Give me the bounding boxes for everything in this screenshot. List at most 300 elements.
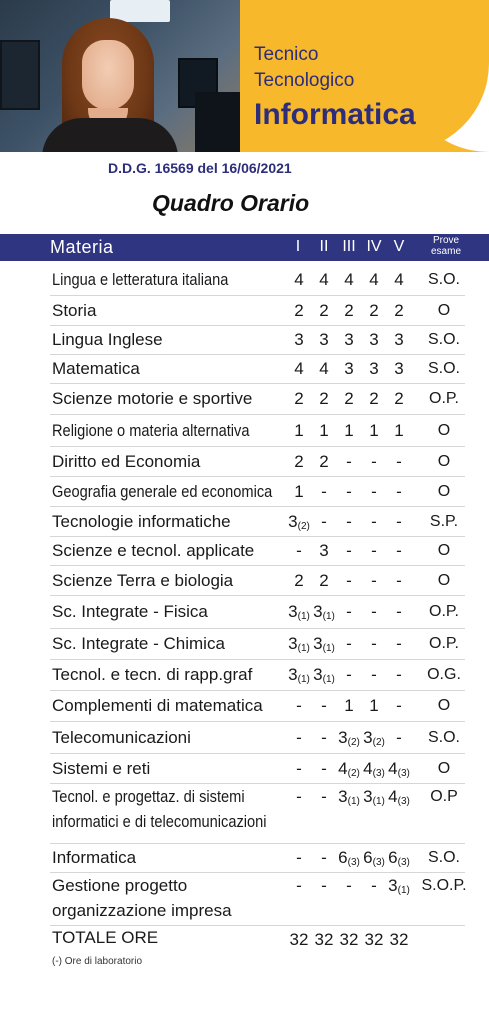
hours-year-5 <box>386 330 412 350</box>
hours-year-2 <box>311 728 337 748</box>
exam-type: O.P. <box>429 635 459 652</box>
lab-hours: (1) <box>297 674 310 685</box>
lab-hours: (1) <box>322 611 335 622</box>
hours-value: - <box>396 665 402 684</box>
table-row <box>50 385 465 415</box>
hours-value: 2 <box>319 301 329 320</box>
hours-year-5 <box>386 665 412 685</box>
hours-value: - <box>296 758 302 778</box>
hours-value: 3 <box>313 602 323 621</box>
hours-value: - <box>321 727 327 747</box>
hours-value: - <box>396 727 402 747</box>
lab-hours: (1) <box>397 885 410 896</box>
hours-year-4 <box>361 848 387 868</box>
hours-value: 2 <box>294 389 304 408</box>
hours-value: - <box>396 451 402 471</box>
totale-label: TOTALE ORE <box>52 928 159 947</box>
lab-hours: (3) <box>372 857 385 868</box>
exam-type: O <box>437 542 451 559</box>
hours-year-3 <box>336 787 362 807</box>
hours-year-2 <box>311 759 337 779</box>
hours-year-1 <box>286 541 312 561</box>
lab-hours: (1) <box>322 643 335 654</box>
hours-value: 2 <box>319 389 329 408</box>
hours-year-4 <box>361 512 387 532</box>
hours-year-2 <box>311 452 337 472</box>
hours-year-3 <box>336 759 362 779</box>
hours-year-1 <box>286 759 312 779</box>
hours-year-4 <box>361 452 387 472</box>
subject-name: Complementi di matematica <box>52 696 263 715</box>
hours-value: - <box>371 634 377 653</box>
hours-year-5 <box>386 541 412 561</box>
hours-value: - <box>371 570 377 590</box>
lab-hours: (3) <box>397 796 410 807</box>
footnote: (-) Ore di laboratorio <box>52 956 143 967</box>
hours-value: 3 <box>294 330 304 349</box>
hours-year-2 <box>311 482 337 502</box>
hours-value: 2 <box>344 301 354 320</box>
hours-value: - <box>396 634 402 653</box>
subject-name: Scienze motorie e sportive <box>52 389 253 408</box>
hours-value: - <box>346 665 352 684</box>
table-row <box>50 416 465 447</box>
table-row <box>50 567 465 596</box>
hours-value: 2 <box>294 451 304 471</box>
hours-year-5 <box>386 876 412 896</box>
totale-year-2: 32 <box>314 930 334 949</box>
hours-year-3 <box>336 482 362 502</box>
hours-value: - <box>296 787 302 806</box>
hours-year-5 <box>386 270 412 290</box>
hours-value: 1 <box>369 696 379 715</box>
hours-value: 4 <box>394 270 404 289</box>
hours-value: 3 <box>344 330 354 349</box>
hours-year-5 <box>386 359 412 379</box>
header <box>0 0 489 152</box>
hours-value: - <box>296 727 302 747</box>
hours-value: 2 <box>294 301 304 320</box>
hours-year-4 <box>361 728 387 748</box>
hours-year-1 <box>286 787 312 807</box>
hours-value: - <box>296 541 302 560</box>
hours-value: 3 <box>388 876 398 895</box>
hours-year-1 <box>286 330 312 350</box>
hours-year-2 <box>311 301 337 321</box>
hours-value: 1 <box>294 481 304 501</box>
hours-year-1 <box>286 452 312 472</box>
hours-value: 6 <box>388 848 398 867</box>
subject-name: Sistemi e reti <box>52 758 151 778</box>
subject-name: Sc. Integrate - Fisica <box>52 602 208 621</box>
table-row <box>50 692 465 722</box>
hours-year-4 <box>361 389 387 409</box>
hours-value: - <box>371 541 377 560</box>
hours-year-4 <box>361 541 387 561</box>
lab-hours: (1) <box>347 796 360 807</box>
hours-year-3 <box>336 696 362 716</box>
subject-name: Tecnologie informatiche <box>52 511 231 531</box>
hours-year-5 <box>386 512 412 532</box>
table-row <box>50 508 465 537</box>
hours-value: 4 <box>363 758 373 778</box>
hours-value: 2 <box>344 389 354 408</box>
hours-value: 1 <box>344 420 354 440</box>
hours-value: - <box>346 481 352 501</box>
hours-value: 1 <box>344 696 354 715</box>
table-row <box>50 785 465 844</box>
hours-value: 1 <box>369 420 379 440</box>
hours-value: - <box>321 758 327 778</box>
hours-year-4 <box>361 301 387 321</box>
hours-value: - <box>346 541 352 560</box>
subject-name: Diritto ed Economia <box>52 451 201 471</box>
hours-year-1 <box>286 301 312 321</box>
hours-value: 2 <box>294 570 304 590</box>
hours-value: - <box>371 876 377 895</box>
exam-type: O <box>437 571 451 589</box>
column-header-year-5: V <box>393 238 405 255</box>
table-row <box>50 597 465 629</box>
hours-value: 3 <box>369 359 379 378</box>
hours-year-4 <box>361 571 387 591</box>
hours-year-2 <box>311 541 337 561</box>
column-header-prove-esame: Prove esame <box>430 235 461 257</box>
table-row <box>50 723 465 754</box>
subject-name: Storia <box>52 301 97 320</box>
subject-name: Lingua Inglese <box>52 330 163 349</box>
hours-value: 2 <box>394 389 404 408</box>
hours-value: - <box>396 696 402 715</box>
hours-year-2 <box>311 359 337 379</box>
hours-year-2 <box>311 389 337 409</box>
hours-year-3 <box>336 571 362 591</box>
hours-year-4 <box>361 270 387 290</box>
hours-value: 3 <box>319 541 329 560</box>
hours-value: 4 <box>369 270 379 289</box>
table-row <box>50 298 465 326</box>
table-row <box>50 874 465 926</box>
hours-year-1 <box>286 848 312 868</box>
hours-year-5 <box>386 389 412 409</box>
exam-type: S.O. <box>427 331 460 348</box>
hours-year-2 <box>311 512 337 532</box>
lab-hours: (3) <box>397 857 410 868</box>
hours-year-4 <box>361 602 387 622</box>
hours-value: 4 <box>344 270 354 289</box>
hours-value: 3 <box>344 359 354 378</box>
hours-value: 2 <box>369 301 379 320</box>
hours-year-1 <box>286 421 312 441</box>
hours-value: - <box>296 876 302 895</box>
subject-name: Lingua e letteratura italiana <box>52 270 229 289</box>
hours-value: 3 <box>363 787 373 806</box>
hours-year-3 <box>336 602 362 622</box>
exam-type: O <box>437 452 451 470</box>
hours-value: 4 <box>338 758 348 778</box>
exam-type: O.P. <box>429 390 459 407</box>
hours-value: - <box>371 451 377 471</box>
hours-year-5 <box>386 421 412 441</box>
table-row <box>50 448 465 477</box>
hours-value: - <box>346 570 352 590</box>
table-row <box>50 266 465 296</box>
hours-year-3 <box>336 665 362 685</box>
hours-value: - <box>396 541 402 560</box>
exam-type: O <box>437 697 451 714</box>
hours-value: 3 <box>338 727 348 747</box>
column-header-materia: Materia <box>50 237 114 257</box>
hours-year-1 <box>286 602 312 622</box>
lab-hours: (1) <box>322 674 335 685</box>
hours-value: 3 <box>313 634 323 653</box>
table-row <box>50 661 465 691</box>
hours-year-3 <box>336 330 362 350</box>
hours-year-4 <box>361 634 387 654</box>
subject-name: Sc. Integrate - Chimica <box>52 634 225 653</box>
hours-value: 4 <box>388 787 398 806</box>
hours-value: 1 <box>319 420 329 440</box>
hours-year-3 <box>336 301 362 321</box>
hours-year-5 <box>386 787 412 807</box>
hours-year-3 <box>336 541 362 561</box>
hours-value: 3 <box>288 634 298 653</box>
hours-value: 3 <box>369 330 379 349</box>
exam-type: S.P. <box>429 512 459 530</box>
hours-year-4 <box>361 330 387 350</box>
subject-name: Scienze e tecnol. applicate <box>52 541 255 560</box>
hours-value: - <box>321 848 327 867</box>
subject-name-line-2: informatici e di telecomunicazioni <box>52 812 267 831</box>
hours-value: 4 <box>388 758 398 778</box>
hours-value: - <box>296 696 302 715</box>
exam-type: O <box>437 421 451 439</box>
hours-value: 4 <box>294 270 304 289</box>
hours-year-1 <box>286 665 312 685</box>
subject-name-line-2: organizzazione impresa <box>52 901 232 920</box>
hours-year-5 <box>386 728 412 748</box>
hours-year-2 <box>311 787 337 807</box>
hours-year-2 <box>311 876 337 896</box>
column-header-year-2: II <box>319 238 329 255</box>
hours-value: 2 <box>369 389 379 408</box>
hours-value: 3 <box>288 665 298 684</box>
lab-hours: (2) <box>347 736 360 748</box>
hours-year-1 <box>286 571 312 591</box>
hours-year-4 <box>361 759 387 779</box>
hours-year-3 <box>336 634 362 654</box>
subject-name: Matematica <box>52 359 140 378</box>
totale-year-4: 32 <box>364 930 384 949</box>
hours-value: 3 <box>363 727 373 747</box>
decree-reference: D.D.G. 16569 del 16/06/2021 <box>108 160 292 176</box>
lab-hours: (3) <box>372 767 385 779</box>
hours-value: - <box>346 876 352 895</box>
lab-hours: (2) <box>297 520 310 532</box>
title-line-2: Tecnologico <box>254 70 355 91</box>
hours-value: - <box>396 602 402 621</box>
hours-year-3 <box>336 270 362 290</box>
table-row <box>50 630 465 660</box>
exam-type: O.G. <box>427 666 461 683</box>
table-row <box>50 755 465 784</box>
hours-year-2 <box>311 421 337 441</box>
hours-year-3 <box>336 512 362 532</box>
exam-type: O.P. <box>429 603 459 620</box>
lab-hours: (1) <box>297 611 310 622</box>
hours-year-1 <box>286 728 312 748</box>
hours-year-1 <box>286 512 312 532</box>
hours-year-4 <box>361 421 387 441</box>
subject-name: Telecomunicazioni <box>52 727 191 747</box>
hours-value: - <box>321 511 327 531</box>
student-photo <box>0 0 240 152</box>
lab-hours: (2) <box>372 736 385 748</box>
hours-year-5 <box>386 482 412 502</box>
hours-value: - <box>321 481 327 501</box>
hours-year-2 <box>311 270 337 290</box>
hours-year-5 <box>386 696 412 716</box>
hours-year-2 <box>311 696 337 716</box>
hours-year-4 <box>361 482 387 502</box>
hours-year-5 <box>386 602 412 622</box>
hours-value: 4 <box>319 359 329 378</box>
table-row <box>50 538 465 566</box>
exam-type: S.O. <box>427 728 460 746</box>
hours-year-3 <box>336 876 362 896</box>
hours-value: - <box>346 634 352 653</box>
lab-hours: (3) <box>397 767 410 779</box>
totale-year-5: 32 <box>389 930 409 949</box>
table-row <box>50 478 465 507</box>
hours-value: - <box>371 481 377 501</box>
hours-value: - <box>371 665 377 684</box>
exam-type: O.P <box>430 788 458 805</box>
hours-year-5 <box>386 848 412 868</box>
hours-value: 1 <box>394 420 404 440</box>
hours-year-2 <box>311 602 337 622</box>
hours-value: - <box>321 876 327 895</box>
table-row <box>50 356 465 384</box>
hours-value: - <box>396 511 402 531</box>
page-title: Quadro Orario <box>152 190 310 216</box>
table-header <box>0 234 489 261</box>
subject-name: Scienze Terra e biologia <box>52 570 234 590</box>
hours-year-1 <box>286 389 312 409</box>
title-line-1: Tecnico <box>254 44 319 65</box>
hours-value: - <box>371 511 377 531</box>
exam-type: S.O. <box>427 271 460 288</box>
subject-name: Religione o materia alternativa <box>52 420 250 440</box>
hours-value: 4 <box>319 270 329 289</box>
hours-value: 3 <box>319 330 329 349</box>
hours-value: - <box>346 451 352 471</box>
hours-year-1 <box>286 359 312 379</box>
hours-value: - <box>346 511 352 531</box>
hours-value: - <box>396 481 402 501</box>
hours-value: 1 <box>294 420 304 440</box>
subject-name: Tecnol. e tecn. di rapp.graf <box>52 665 253 684</box>
subject-name: Tecnol. e progettaz. di sistemi <box>52 787 245 806</box>
hours-value: - <box>321 696 327 715</box>
hours-year-5 <box>386 634 412 654</box>
hours-year-3 <box>336 389 362 409</box>
hours-value: 2 <box>319 570 329 590</box>
hours-year-4 <box>361 787 387 807</box>
hours-year-4 <box>361 359 387 379</box>
exam-type: O <box>437 759 451 777</box>
hours-value: 3 <box>394 359 404 378</box>
exam-type: O <box>437 482 451 500</box>
hours-year-3 <box>336 359 362 379</box>
exam-type: O <box>437 302 451 319</box>
hours-value: 6 <box>338 848 348 867</box>
hours-year-2 <box>311 571 337 591</box>
hours-year-5 <box>386 571 412 591</box>
hours-value: 3 <box>288 602 298 621</box>
subject-name: Gestione progetto <box>52 876 188 895</box>
hours-value: - <box>296 848 302 867</box>
hours-value: 3 <box>288 511 298 531</box>
totale-year-3: 32 <box>339 930 359 949</box>
totale-year-1: 32 <box>289 930 309 949</box>
course-title: Informatica <box>254 98 416 131</box>
hours-year-2 <box>311 330 337 350</box>
hours-value: - <box>396 570 402 590</box>
hours-year-4 <box>361 876 387 896</box>
column-header-year-4: IV <box>366 238 382 255</box>
hours-year-2 <box>311 848 337 868</box>
lab-hours: (1) <box>297 643 310 654</box>
hours-value: 6 <box>363 848 373 867</box>
subject-name: Informatica <box>52 848 137 867</box>
exam-type: S.O.P. <box>421 877 467 894</box>
column-header-year-1: I <box>295 238 301 255</box>
column-header-year-3: III <box>342 238 356 255</box>
hours-year-2 <box>311 665 337 685</box>
hours-value: - <box>346 602 352 621</box>
hours-year-5 <box>386 452 412 472</box>
hours-year-1 <box>286 270 312 290</box>
hours-value: 3 <box>313 665 323 684</box>
table-row <box>50 327 465 355</box>
hours-year-1 <box>286 696 312 716</box>
totale-row <box>50 928 465 952</box>
hours-value: 2 <box>319 451 329 471</box>
table-row <box>50 845 465 873</box>
hours-year-1 <box>286 634 312 654</box>
hours-value: - <box>321 787 327 806</box>
exam-type: S.O. <box>427 360 460 377</box>
lab-hours: (3) <box>347 857 360 868</box>
hours-value: 2 <box>394 301 404 320</box>
lab-hours: (2) <box>347 767 360 779</box>
hours-year-3 <box>336 421 362 441</box>
hours-value: 4 <box>294 359 304 378</box>
hours-year-4 <box>361 665 387 685</box>
hours-value: 3 <box>394 330 404 349</box>
hours-year-3 <box>336 452 362 472</box>
hours-value: - <box>371 602 377 621</box>
hours-year-5 <box>386 301 412 321</box>
exam-type: S.O. <box>427 849 460 866</box>
hours-year-3 <box>336 848 362 868</box>
hours-year-2 <box>311 634 337 654</box>
hours-year-4 <box>361 696 387 716</box>
hours-value: 3 <box>338 787 348 806</box>
lab-hours: (1) <box>372 796 385 807</box>
hours-year-1 <box>286 876 312 896</box>
